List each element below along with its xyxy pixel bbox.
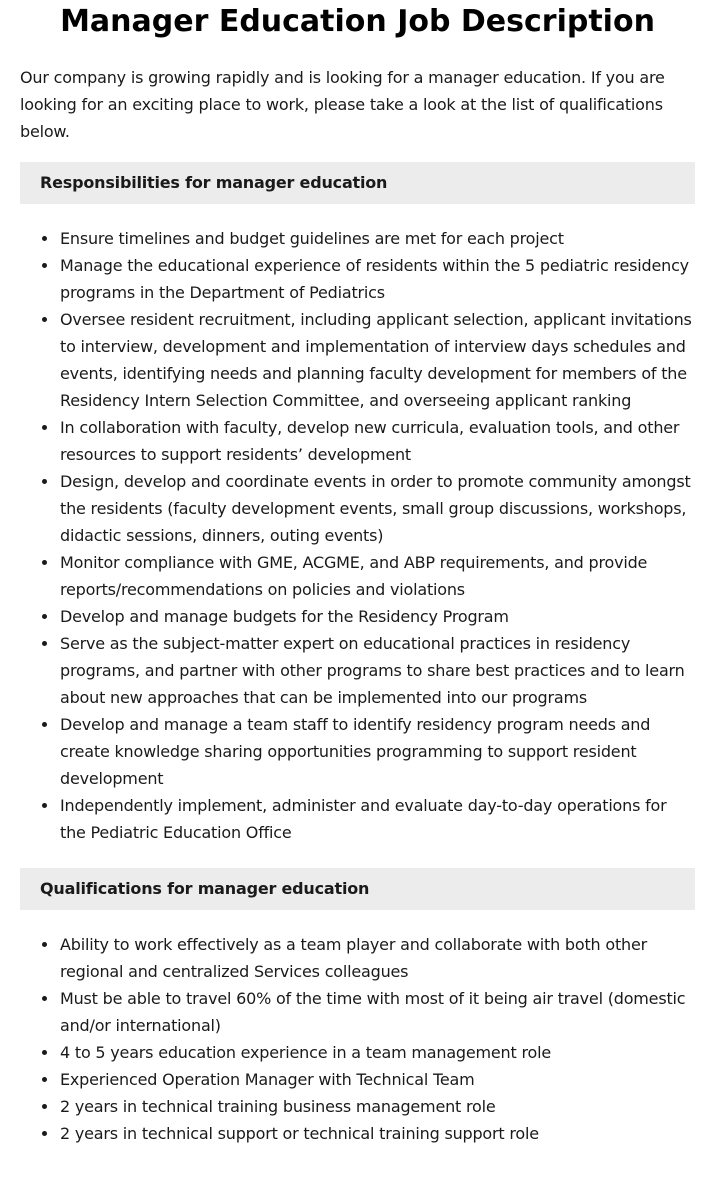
list-item: Must be able to travel 60% of the time with most of it being air travel (domestic and/or international) (60, 985, 695, 1039)
qualifications-list (20, 931, 695, 1147)
list-item: Independently implement, administer and evaluate day-to-day operations for the Pediatric Education Office (60, 792, 695, 846)
qualifications-heading: Qualifications for manager education (20, 868, 695, 910)
list-item: Develop and manage budgets for the Residency Program (60, 603, 695, 630)
list-item: Manage the educational experience of residents within the 5 pediatric residency programs in the Department of Pediatrics (60, 252, 695, 306)
list-item: Experienced Operation Manager with Technical Team (60, 1066, 695, 1093)
responsibilities-heading: Responsibilities for manager education (20, 162, 695, 204)
intro-paragraph: Our company is growing rapidly and is looking for a manager education. If you are looking for an exciting place to work, please take a look at the list of qualifications below. (20, 68, 665, 141)
page-title: Manager Education Job Description (60, 4, 655, 39)
responsibilities-list (20, 225, 695, 846)
list-item: Ensure timelines and budget guidelines are met for each project (60, 225, 695, 252)
list-item: Develop and manage a team staff to identify residency program needs and create knowledge sharing opportunities programming to support resident development (60, 711, 695, 792)
list-item: In collaboration with faculty, develop new curricula, evaluation tools, and other resources to support residents’ development (60, 414, 695, 468)
list-item: Oversee resident recruitment, including applicant selection, applicant invitations to interview, development and implementation of interview days schedules and events, identifying needs and planning faculty development for members of the Residency Intern Selection Committee, and overseeing applicant ranking (60, 306, 695, 414)
job-description-page (20, 0, 695, 1147)
list-item: Monitor compliance with GME, ACGME, and ABP requirements, and provide reports/recommendations on policies and violations (60, 549, 695, 603)
list-item: 2 years in technical support or technical training support role (60, 1120, 695, 1147)
list-item: 4 to 5 years education experience in a team management role (60, 1039, 695, 1066)
list-item: 2 years in technical training business management role (60, 1093, 695, 1120)
list-item: Ability to work effectively as a team player and collaborate with both other regional and centralized Services colleagues (60, 931, 695, 985)
list-item: Design, develop and coordinate events in order to promote community amongst the residents (faculty development events, small group discussions, workshops, didactic sessions, dinners, outing events) (60, 468, 695, 549)
list-item: Serve as the subject-matter expert on educational practices in residency programs, and partner with other programs to share best practices and to learn about new approaches that can be implemented into our programs (60, 630, 695, 711)
